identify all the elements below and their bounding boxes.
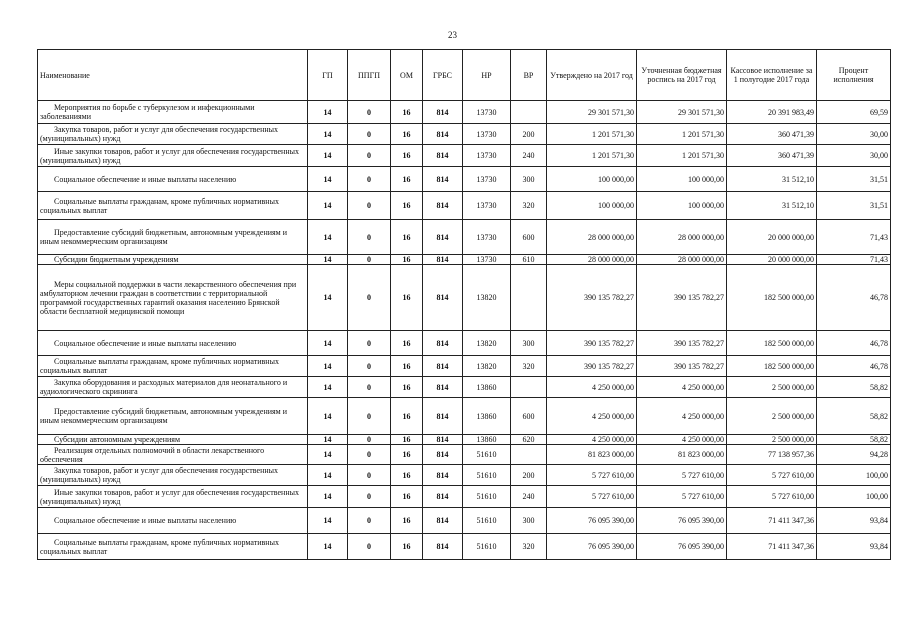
row-name-text: Закупка товаров, работ и услуг для обеспечения государственных (муниципальных) нужд	[40, 125, 279, 143]
header-ppgp: ППГП	[348, 50, 391, 101]
row-cash-cell: 5 727 610,00	[727, 486, 817, 508]
row-ppgp-cell: 0	[348, 356, 391, 377]
row-gp-cell: 14	[308, 192, 348, 220]
row-percent-cell: 58,82	[817, 377, 891, 398]
row-np-cell: 13730	[463, 192, 511, 220]
row-vr-cell	[511, 377, 547, 398]
row-np-cell: 13860	[463, 398, 511, 435]
header-refined: Уточненная бюджетная роспись на 2017 год	[637, 50, 727, 101]
row-ppgp-cell: 0	[348, 331, 391, 356]
row-np-cell: 13820	[463, 356, 511, 377]
row-np-cell: 13730	[463, 145, 511, 167]
row-approved-cell: 390 135 782,27	[547, 331, 637, 356]
row-name-cell	[38, 356, 308, 377]
row-om-cell: 16	[391, 265, 423, 331]
row-name-cell	[38, 508, 308, 534]
row-om-cell: 16	[391, 101, 423, 124]
row-percent-cell: 93,84	[817, 508, 891, 534]
row-cash-cell: 31 512,10	[727, 167, 817, 192]
row-refined-cell: 29 301 571,30	[637, 101, 727, 124]
row-name-cell	[38, 331, 308, 356]
row-refined-cell: 4 250 000,00	[637, 435, 727, 445]
row-gp-cell: 14	[308, 124, 348, 145]
row-name-text: Субсидии автономным учреждениям	[54, 435, 181, 444]
table-row	[38, 465, 891, 486]
row-np-cell: 13820	[463, 265, 511, 331]
row-vr-cell	[511, 265, 547, 331]
table-row	[38, 124, 891, 145]
row-name-cell	[38, 486, 308, 508]
row-vr-cell	[511, 101, 547, 124]
table-row	[38, 265, 891, 331]
row-ppgp-cell: 0	[348, 124, 391, 145]
row-grbs-cell: 814	[423, 331, 463, 356]
table-row	[38, 435, 891, 445]
row-refined-cell: 1 201 571,30	[637, 124, 727, 145]
row-ppgp-cell: 0	[348, 101, 391, 124]
row-np-cell: 13730	[463, 167, 511, 192]
row-name-cell	[38, 445, 308, 465]
row-percent-cell: 93,84	[817, 534, 891, 560]
row-approved-cell: 390 135 782,27	[547, 356, 637, 377]
row-gp-cell: 14	[308, 445, 348, 465]
row-ppgp-cell: 0	[348, 220, 391, 255]
row-vr-cell: 620	[511, 435, 547, 445]
row-vr-cell: 320	[511, 192, 547, 220]
row-name-cell	[38, 101, 308, 124]
row-grbs-cell: 814	[423, 398, 463, 435]
row-om-cell: 16	[391, 508, 423, 534]
page-number: 23	[448, 30, 457, 40]
row-gp-cell: 14	[308, 534, 348, 560]
row-name-text: Меры социальной поддержки в части лекарственного обеспечения при амбулаторном лечении граждан в соответствии с территориальной программой государственных гарантий оказания населению Брянской области бесплатной медицинской помощи	[40, 279, 297, 316]
row-grbs-cell: 814	[423, 255, 463, 265]
row-approved-cell: 1 201 571,30	[547, 145, 637, 167]
row-grbs-cell: 814	[423, 465, 463, 486]
header-percent: Процент исполнения	[817, 50, 891, 101]
row-vr-cell: 320	[511, 534, 547, 560]
row-name-cell	[38, 398, 308, 435]
row-name-cell	[38, 220, 308, 255]
row-refined-cell: 81 823 000,00	[637, 445, 727, 465]
row-cash-cell: 182 500 000,00	[727, 331, 817, 356]
budget-table	[37, 49, 891, 560]
header-cash: Кассовое исполнение за 1 полугодие 2017 года	[727, 50, 817, 101]
table-row	[38, 331, 891, 356]
row-ppgp-cell: 0	[348, 255, 391, 265]
row-om-cell: 16	[391, 486, 423, 508]
row-np-cell: 51610	[463, 508, 511, 534]
row-name-text: Социальное обеспечение и иные выплаты населению	[54, 516, 237, 525]
header-gp: ГП	[308, 50, 348, 101]
row-om-cell: 16	[391, 124, 423, 145]
row-percent-cell: 100,00	[817, 465, 891, 486]
row-cash-cell: 360 471,39	[727, 124, 817, 145]
row-vr-cell: 200	[511, 124, 547, 145]
row-gp-cell: 14	[308, 377, 348, 398]
row-om-cell: 16	[391, 356, 423, 377]
row-name-cell	[38, 465, 308, 486]
row-name-cell	[38, 167, 308, 192]
row-approved-cell: 5 727 610,00	[547, 486, 637, 508]
row-gp-cell: 14	[308, 331, 348, 356]
row-name-cell	[38, 265, 308, 331]
row-np-cell: 13730	[463, 124, 511, 145]
row-refined-cell: 5 727 610,00	[637, 486, 727, 508]
row-ppgp-cell: 0	[348, 398, 391, 435]
row-np-cell: 51610	[463, 465, 511, 486]
table-row	[38, 445, 891, 465]
row-name-text: Предоставление субсидий бюджетным, автономным учреждениям и иным некоммерческим организациям	[40, 228, 288, 246]
row-approved-cell: 28 000 000,00	[547, 255, 637, 265]
row-np-cell: 13730	[463, 220, 511, 255]
row-gp-cell: 14	[308, 465, 348, 486]
row-ppgp-cell: 0	[348, 265, 391, 331]
row-np-cell: 13730	[463, 101, 511, 124]
row-gp-cell: 14	[308, 167, 348, 192]
row-cash-cell: 20 000 000,00	[727, 255, 817, 265]
table-row	[38, 398, 891, 435]
row-cash-cell: 182 500 000,00	[727, 265, 817, 331]
row-om-cell: 16	[391, 145, 423, 167]
table-row	[38, 220, 891, 255]
row-om-cell: 16	[391, 398, 423, 435]
row-cash-cell: 20 000 000,00	[727, 220, 817, 255]
row-grbs-cell: 814	[423, 101, 463, 124]
table-row	[38, 508, 891, 534]
row-ppgp-cell: 0	[348, 486, 391, 508]
row-percent-cell: 31,51	[817, 167, 891, 192]
row-om-cell: 16	[391, 445, 423, 465]
row-refined-cell: 76 095 390,00	[637, 508, 727, 534]
header-name: Наименование	[38, 50, 308, 101]
row-approved-cell: 29 301 571,30	[547, 101, 637, 124]
row-percent-cell: 30,00	[817, 145, 891, 167]
row-gp-cell: 14	[308, 265, 348, 331]
row-percent-cell: 69,59	[817, 101, 891, 124]
row-approved-cell: 4 250 000,00	[547, 435, 637, 445]
table-row	[38, 377, 891, 398]
row-gp-cell: 14	[308, 398, 348, 435]
row-om-cell: 16	[391, 255, 423, 265]
row-cash-cell: 71 411 347,36	[727, 508, 817, 534]
row-name-cell	[38, 145, 308, 167]
table-row	[38, 101, 891, 124]
row-percent-cell: 31,51	[817, 192, 891, 220]
row-grbs-cell: 814	[423, 192, 463, 220]
row-grbs-cell: 814	[423, 534, 463, 560]
row-name-cell	[38, 377, 308, 398]
row-name-text: Социальное обеспечение и иные выплаты населению	[54, 174, 237, 184]
row-approved-cell: 5 727 610,00	[547, 465, 637, 486]
table-row	[38, 192, 891, 220]
row-grbs-cell: 814	[423, 265, 463, 331]
row-refined-cell: 390 135 782,27	[637, 356, 727, 377]
row-percent-cell: 94,28	[817, 445, 891, 465]
row-vr-cell: 600	[511, 398, 547, 435]
row-om-cell: 16	[391, 377, 423, 398]
row-refined-cell: 1 201 571,30	[637, 145, 727, 167]
row-grbs-cell: 814	[423, 356, 463, 377]
row-name-text: Субсидии бюджетным учреждениям	[54, 255, 179, 264]
table-row	[38, 534, 891, 560]
row-gp-cell: 14	[308, 508, 348, 534]
row-ppgp-cell: 0	[348, 445, 391, 465]
row-name-text: Иные закупки товаров, работ и услуг для обеспечения государственных (муниципальных) нужд	[40, 146, 299, 165]
row-cash-cell: 5 727 610,00	[727, 465, 817, 486]
row-gp-cell: 14	[308, 220, 348, 255]
row-name-text: Реализация отдельных полномочий в области лекарственного обеспечения	[40, 445, 265, 464]
row-approved-cell: 1 201 571,30	[547, 124, 637, 145]
row-percent-cell: 100,00	[817, 486, 891, 508]
row-vr-cell: 610	[511, 255, 547, 265]
row-grbs-cell: 814	[423, 445, 463, 465]
row-ppgp-cell: 0	[348, 192, 391, 220]
row-refined-cell: 76 095 390,00	[637, 534, 727, 560]
row-cash-cell: 360 471,39	[727, 145, 817, 167]
row-np-cell: 13730	[463, 255, 511, 265]
row-approved-cell: 100 000,00	[547, 192, 637, 220]
row-vr-cell: 300	[511, 331, 547, 356]
row-vr-cell: 300	[511, 508, 547, 534]
row-om-cell: 16	[391, 435, 423, 445]
row-grbs-cell: 814	[423, 377, 463, 398]
table-row	[38, 167, 891, 192]
row-name-cell	[38, 192, 308, 220]
row-name-text: Закупка оборудования и расходных материалов для неонатального и аудиологического скрининга	[40, 378, 288, 396]
row-refined-cell: 390 135 782,27	[637, 331, 727, 356]
row-grbs-cell: 814	[423, 508, 463, 534]
row-cash-cell: 20 391 983,49	[727, 101, 817, 124]
row-name-text: Иные закупки товаров, работ и услуг для обеспечения государственных (муниципальных) нужд	[40, 487, 299, 506]
row-om-cell: 16	[391, 220, 423, 255]
row-np-cell: 13820	[463, 331, 511, 356]
row-om-cell: 16	[391, 465, 423, 486]
row-gp-cell: 14	[308, 486, 348, 508]
row-name-text: Социальные выплаты гражданам, кроме публичных нормативных социальных выплат	[40, 357, 279, 375]
row-approved-cell: 390 135 782,27	[547, 265, 637, 331]
row-cash-cell: 31 512,10	[727, 192, 817, 220]
row-grbs-cell: 814	[423, 124, 463, 145]
row-refined-cell: 100 000,00	[637, 192, 727, 220]
row-vr-cell	[511, 445, 547, 465]
row-grbs-cell: 814	[423, 145, 463, 167]
row-vr-cell: 240	[511, 486, 547, 508]
header-approved: Утверждено на 2017 год	[547, 50, 637, 101]
row-percent-cell: 71,43	[817, 255, 891, 265]
row-vr-cell: 300	[511, 167, 547, 192]
row-np-cell: 13860	[463, 435, 511, 445]
header-grbs: ГРБС	[423, 50, 463, 101]
row-name-text: Социальное обеспечение и иные выплаты населению	[54, 338, 237, 348]
row-gp-cell: 14	[308, 145, 348, 167]
row-approved-cell: 4 250 000,00	[547, 398, 637, 435]
row-refined-cell: 100 000,00	[637, 167, 727, 192]
row-approved-cell: 4 250 000,00	[547, 377, 637, 398]
row-vr-cell: 200	[511, 465, 547, 486]
row-om-cell: 16	[391, 331, 423, 356]
table-header-row	[38, 50, 891, 101]
row-grbs-cell: 814	[423, 486, 463, 508]
row-vr-cell: 320	[511, 356, 547, 377]
row-gp-cell: 14	[308, 356, 348, 377]
row-percent-cell: 46,78	[817, 356, 891, 377]
header-np: НР	[463, 50, 511, 101]
row-om-cell: 16	[391, 167, 423, 192]
row-name-text: Закупка товаров, работ и услуг для обеспечения государственных (муниципальных) нужд	[40, 466, 279, 484]
row-name-text: Социальные выплаты гражданам, кроме публичных нормативных социальных выплат	[40, 196, 279, 215]
row-name-cell	[38, 435, 308, 445]
row-ppgp-cell: 0	[348, 167, 391, 192]
row-name-text: Предоставление субсидий бюджетным, автономным учреждениям и иным некоммерческим организациям	[40, 407, 288, 425]
row-percent-cell: 46,78	[817, 265, 891, 331]
row-name-text: Социальные выплаты гражданам, кроме публичных нормативных социальных выплат	[40, 537, 279, 556]
row-gp-cell: 14	[308, 435, 348, 445]
row-om-cell: 16	[391, 534, 423, 560]
row-ppgp-cell: 0	[348, 145, 391, 167]
row-name-text: Мероприятия по борьбе с туберкулезом и инфекционными заболеваниями	[40, 103, 255, 121]
row-np-cell: 13860	[463, 377, 511, 398]
row-percent-cell: 71,43	[817, 220, 891, 255]
row-name-cell	[38, 124, 308, 145]
row-percent-cell: 58,82	[817, 435, 891, 445]
row-gp-cell: 14	[308, 255, 348, 265]
row-vr-cell: 600	[511, 220, 547, 255]
row-cash-cell: 2 500 000,00	[727, 377, 817, 398]
row-np-cell: 51610	[463, 445, 511, 465]
row-np-cell: 51610	[463, 486, 511, 508]
table-row	[38, 356, 891, 377]
row-ppgp-cell: 0	[348, 534, 391, 560]
row-cash-cell: 71 411 347,36	[727, 534, 817, 560]
header-vr: ВР	[511, 50, 547, 101]
row-gp-cell: 14	[308, 101, 348, 124]
row-grbs-cell: 814	[423, 220, 463, 255]
row-percent-cell: 30,00	[817, 124, 891, 145]
row-approved-cell: 76 095 390,00	[547, 508, 637, 534]
row-om-cell: 16	[391, 192, 423, 220]
row-refined-cell: 390 135 782,27	[637, 265, 727, 331]
row-approved-cell: 76 095 390,00	[547, 534, 637, 560]
table-body	[38, 101, 891, 560]
row-approved-cell: 28 000 000,00	[547, 220, 637, 255]
row-percent-cell: 46,78	[817, 331, 891, 356]
table-row	[38, 255, 891, 265]
row-cash-cell: 2 500 000,00	[727, 398, 817, 435]
row-name-cell	[38, 534, 308, 560]
row-vr-cell: 240	[511, 145, 547, 167]
row-refined-cell: 28 000 000,00	[637, 255, 727, 265]
row-ppgp-cell: 0	[348, 377, 391, 398]
row-ppgp-cell: 0	[348, 465, 391, 486]
table-row	[38, 145, 891, 167]
row-cash-cell: 182 500 000,00	[727, 356, 817, 377]
row-grbs-cell: 814	[423, 435, 463, 445]
row-refined-cell: 5 727 610,00	[637, 465, 727, 486]
row-np-cell: 51610	[463, 534, 511, 560]
row-refined-cell: 28 000 000,00	[637, 220, 727, 255]
row-ppgp-cell: 0	[348, 435, 391, 445]
row-refined-cell: 4 250 000,00	[637, 398, 727, 435]
table-row	[38, 486, 891, 508]
row-cash-cell: 77 138 957,36	[727, 445, 817, 465]
row-grbs-cell: 814	[423, 167, 463, 192]
row-percent-cell: 58,82	[817, 398, 891, 435]
row-ppgp-cell: 0	[348, 508, 391, 534]
row-name-cell	[38, 255, 308, 265]
row-refined-cell: 4 250 000,00	[637, 377, 727, 398]
row-cash-cell: 2 500 000,00	[727, 435, 817, 445]
row-approved-cell: 81 823 000,00	[547, 445, 637, 465]
header-om: ОМ	[391, 50, 423, 101]
row-approved-cell: 100 000,00	[547, 167, 637, 192]
